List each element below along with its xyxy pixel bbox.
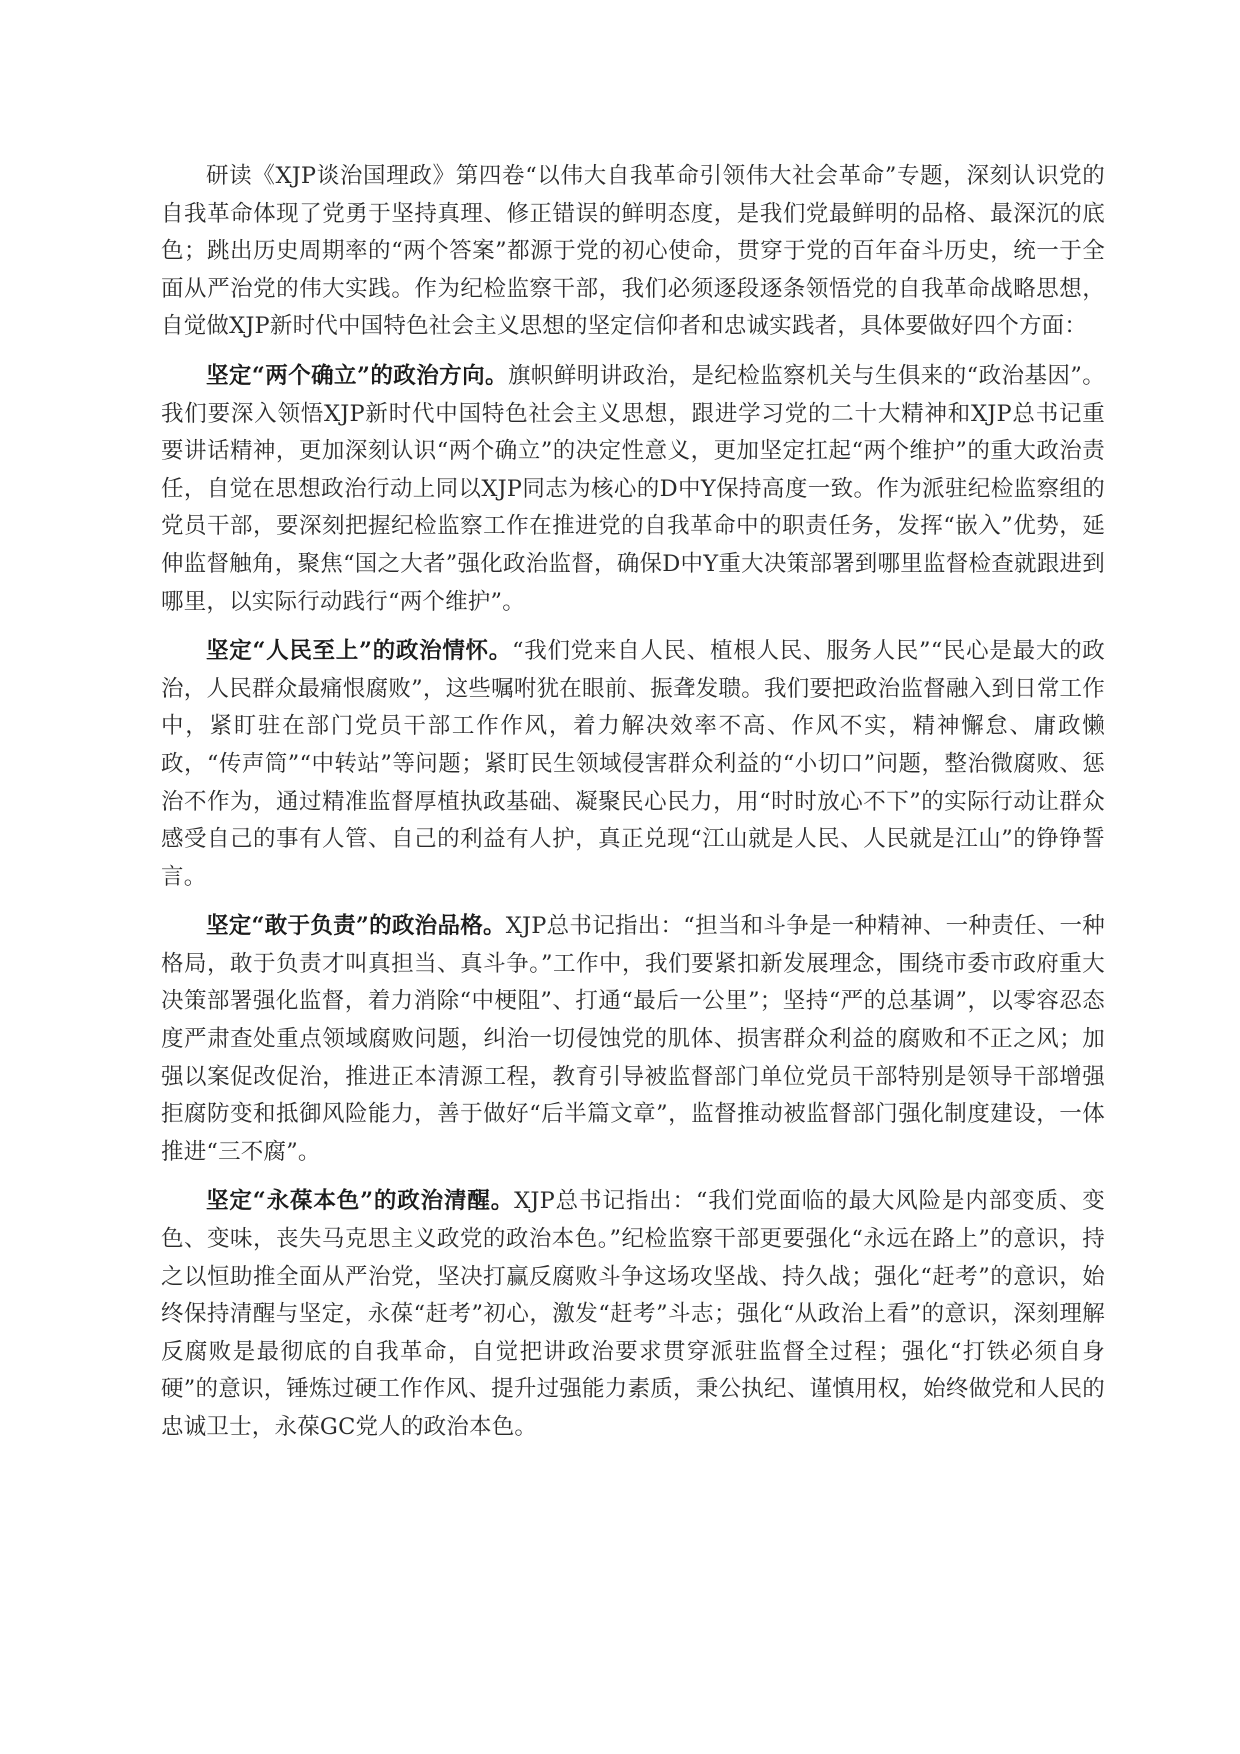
section-paragraph-responsibility	[161, 908, 1105, 1171]
document-body	[161, 158, 1105, 1459]
paragraph-text: XJP总书记指出：“担当和斗争是一种精神、一种责任、一种格局，敢于负责才叫真担当、真斗争。”工作中，我们要紧扣新发展理念，围绕市委市政府重大决策部署强化监督，着力消除“中梗阻”、打通“最后一公里”；坚持“严的总基调”，以零容忍态度严肃查处重点领域腐败问题，纠治一切侵蚀党的肌体、损害群众利益的腐败和不正之风；加强以案促改促治，推进正本清源工程，教育引导被监督部门单位党员干部特别是领导干部增强拒腐防变和抵御风险能力，善于做好“后半篇文章”，监督推动被监督部门强化制度建设，一体推进“三不腐”。	[161, 913, 1106, 1165]
intro-paragraph	[161, 158, 1105, 346]
paragraph-text: XJP总书记指出：“我们党面临的最大风险是内部变质、变色、变味，丧失马克思主义政党的政治本色。”纪检监察干部更要强化“永远在路上”的意识，持之以恒助推全面从严治党，坚决打赢反腐败斗争这场攻坚战、持久战；强化“赶考”的意识，始终保持清醒与坚定，永葆“赶考”初心，激发“赶考”斗志；强化“从政治上看”的意识，深刻理解反腐败是最彻底的自我革命，自觉把讲政治要求贯穿派驻监督全过程；强化“打铁必须自身硬”的意识，锤炼过硬工作作风、提升过强能力素质，秉公执纪、谨慎用权，始终做党和人民的忠诚卫士，永葆GC党人的政治本色。	[161, 1188, 1105, 1440]
paragraph-text: 旗帜鲜明讲政治，是纪检监察机关与生俱来的“政治基因”。我们要深入领悟XJP新时代中国特色社会主义思想，跟进学习党的二十大精神和XJP总书记重要讲话精神，更加深刻认识“两个确立”的决定性意义，更加坚定扛起“两个维护”的重大政治责任，自觉在思想政治行动上同以XJP同志为核心的D中Y保持高度一致。作为派驻纪检监察组的党员干部，要深刻把握纪检监察工作在推进党的自我革命中的职责任务，发挥“嵌入”优势，延伸监督触角，聚焦“国之大者”强化政治监督，确保D中Y重大决策部署到哪里监督检查就跟进到哪里，以实际行动践行“两个维护”。	[161, 362, 1105, 615]
paragraph-text: 研读《XJP谈治国理政》第四卷“以伟大自我革命引领伟大社会革命”专题，深刻认识党的自我革命体现了党勇于坚持真理、修正错误的鲜明态度，是我们党最鲜明的品格、最深沉的底色；跳出历史周期率的“两个答案”都源于党的初心使命，贯穿于党的百年奋斗历史，统一于全面从严治党的伟大实践。作为纪检监察干部，我们必须逐段逐条领悟党的自我革命战略思想，自觉做XJP新时代中国特色社会主义思想的坚定信仰者和忠诚实践者，具体要做好四个方面：	[161, 163, 1105, 340]
paragraph-lead: 坚定“两个确立”的政治方向。	[206, 362, 508, 389]
paragraph-lead: 坚定“永葆本色”的政治清醒。	[206, 1188, 515, 1215]
paragraph-text: “我们党来自人民、植根人民、服务人民”“民心是最大的政治，人民群众最痛恨腐败”，这些嘱咐犹在眼前、振聋发聩。我们要把政治监督融入到日常工作中，紧盯驻在部门党员干部工作作风，着力解决效率不高、作风不实，精神懈怠、庸政懒政，“传声筒”“中转站”等问题；紧盯民生领域侵害群众利益的“小切口”问题，整治微腐败、惩治不作为，通过精准监督厚植执政基础、凝聚民心民力，用“时时放心不下”的实际行动让群众感受自己的事有人管、自己的利益有人护，真正兑现“江山就是人民、人民就是江山”的铮铮誓言。	[161, 638, 1105, 890]
section-paragraph-political-direction	[161, 358, 1105, 621]
paragraph-lead: 坚定“人民至上”的政治情怀。	[206, 638, 513, 665]
section-paragraph-people-first	[161, 633, 1105, 896]
section-paragraph-true-color	[161, 1183, 1105, 1446]
paragraph-lead: 坚定“敢于负责”的政治品格。	[206, 913, 506, 940]
